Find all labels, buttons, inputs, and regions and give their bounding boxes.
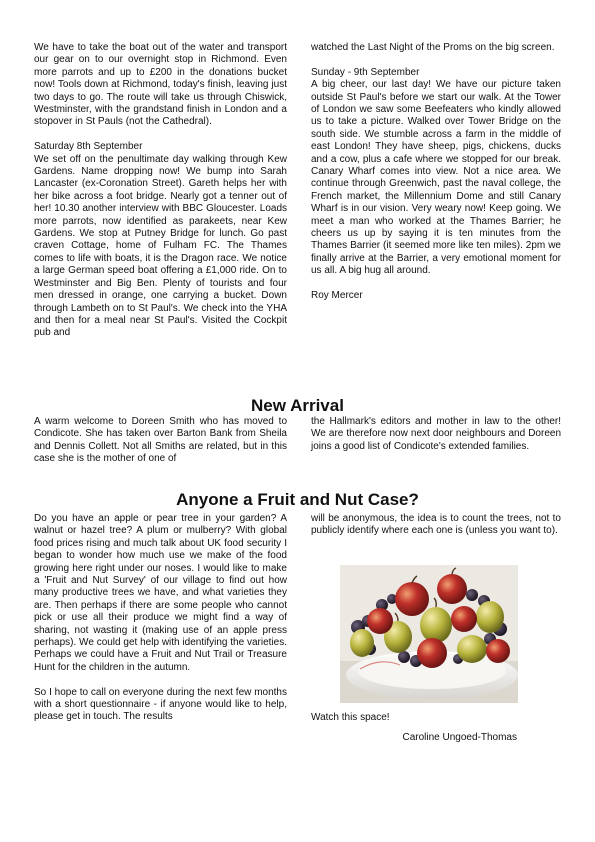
new-arrival-heading: New Arrival	[251, 396, 344, 415]
new-arrival-left-column	[34, 416, 287, 466]
story-paragraph: A big cheer, our last day! We have our picture taken outside St Paul's before we start our walk. At the Tower of London we saw some Beefeaters who kindly allowed us to take a picture. Walked over Tower Bridge on the south side. We stumble across a farm in the middle of east London! They have sheep, pigs, chickens, ducks and a cow, plus a cafe where we stopped for our break. Canary Wharf comes into view. Not a nice area. We continue through Greenwich, past the naval college, the French market, the Millennium Dome and still Canary Wharf is in our vision. Very weary now! Keep going. We meet a man who worked at the Thames Barrier; he cheers us up by saying it is ten minutes from the Thames Barrier (it seemed more like ten miles). 2pm we finally arrive at the Barrier, a very emotional moment for us all. A big hug all around.	[311, 79, 561, 277]
story-author: Roy Mercer	[311, 290, 363, 302]
story-paragraph: We have to take the boat out of the water and transport our gear on to our overnight stop in Richmond. Even more parrots and up to £200 in the donations bucket now! Tools down at Richmond, today's finish, leaving just two days to go. The route will take us through Chiswick, Westminster, with the grandstand finish in London and a stopover in St Pauls (not the Cathedral).	[34, 42, 287, 128]
walk-story-right-column	[311, 42, 561, 303]
fruit-nut-paragraph: Do you have an apple or pear tree in your garden? A walnut or hazel tree? A plum or mulberry? With global food prices rising and much talk about UK food security I began to wonder how much use we make of the food growing here right under our noses. I would like to make a 'Fruit and Nut Survey' of our village to find out how many productive trees we have, and what varieties they are. Then perhaps if there are some people who cannot pick or use all their produce we might find a way of sharing, not wasting it (making use of an apple press perhaps). We could get help with identifying the varieties. Perhaps we could have a Fruit and Nut Trail or Treasure Hunt for the children in the autumn.	[34, 513, 287, 673]
fruit-nut-paragraph: So I hope to call on everyone during the next few months with a short questionnaire - if anyone would like to help, please get in touch. The results	[34, 686, 287, 723]
fruit-nut-closing-column	[311, 712, 561, 745]
closing-line: Watch this space!	[311, 712, 390, 723]
new-arrival-right-column	[311, 416, 561, 453]
fruit-bowl-illustration	[340, 565, 518, 703]
fruit-nut-paragraph: will be anonymous, the idea is to count the trees, not to publicly identify where each one is (unless you want to).	[311, 513, 561, 537]
walk-story-left-column	[34, 42, 287, 340]
new-arrival-text: A warm welcome to Doreen Smith who has moved to Condicote. She has taken over Barton Bank from Sheila and Dennis Collett. Not all Smiths are related, but in this case she is the mother of one of	[34, 416, 287, 465]
fruit-bowl-photo	[340, 565, 518, 703]
story-paragraph: watched the Last Night of the Proms on the big screen.	[311, 42, 555, 53]
fruit-nut-heading: Anyone a Fruit and Nut Case?	[176, 490, 419, 509]
fruit-nut-right-column	[311, 513, 561, 538]
story-date-heading: Saturday 8th September	[34, 141, 143, 153]
article-author: Caroline Ungoed-Thomas	[402, 732, 517, 744]
new-arrival-text: the Hallmark's editors and mother in law to the other! We are therefore now next door neighbours and Doreen joins a good list of Condicote's extended families.	[311, 416, 561, 452]
fruit-nut-left-column	[34, 513, 287, 724]
story-paragraph: We set off on the penultimate day walking through Kew Gardens. Name dropping now! We bump into Sarah Lancaster (ex-Coronation Street). Gareth helps her with her bike across a foot bridge. Nearly got a tenner out of her! 10.30 another interview with BBC Gloucester. Loads more parrots, now identified as parakeets, near Kew Gardens. We stop at Putney Bridge for lunch. Go past craven Cottage, home of Fulham FC. The Thames comes to life with boats, it is the Dragon race. We notice a large German speed boat offering a £1,000 ride. On to Westminster and Big Ben. Plenty of tourists and four men dressed in orange, one carrying a bucket. Down through Lambeth on to St Paul's. We check into the YHA and then for a meal near St Paul's. Visited the Cockpit pub and	[34, 153, 287, 339]
story-date-heading: Sunday - 9th September	[311, 66, 420, 78]
